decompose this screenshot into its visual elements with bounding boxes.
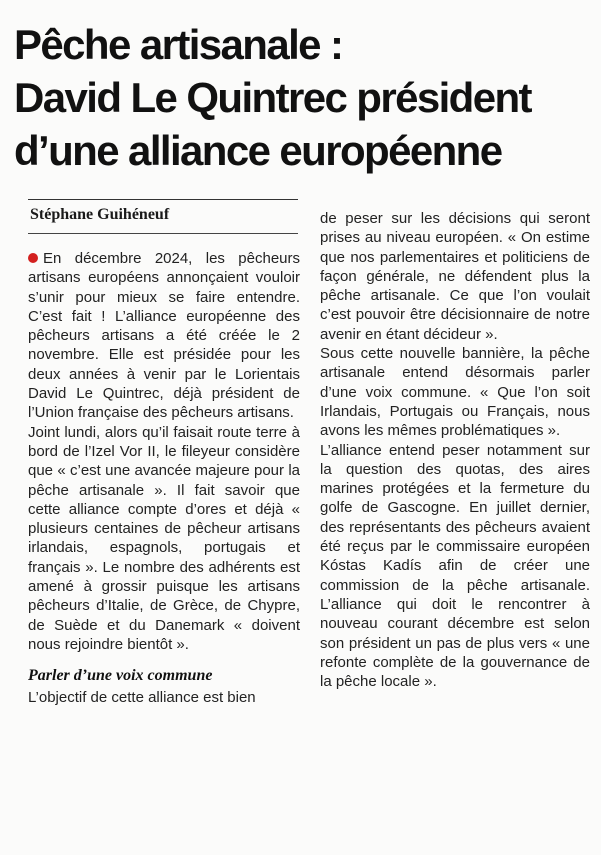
byline-top-rule <box>28 199 298 200</box>
body-paragraph: Joint lundi, alors qu’il faisait route terre à bord de l’Izel Vor II, le fileyeur considère que « c’est une avancée majeure pour la pêche artisanale ». Il fait savoir que cette alliance compte d’ores et déjà « plusieurs centaines de pêcheur artisans irlandais, espagnols, portugais et français ». Le nombre des adhérents est amené à grossir puisque les artisans pêcheurs d’Italie, de Grèce, de Chypre, de Suède et du Danemark « doivent nous rejoindre bientôt ». <box>28 423 300 653</box>
body-paragraph: L’objectif de cette alliance est bien <box>28 689 256 707</box>
section-subheading: Parler d’une voix commune <box>28 667 213 685</box>
headline-line-2: David Le Quintrec président <box>14 74 531 121</box>
bullet-dot-icon <box>28 253 38 263</box>
article-byline: Stéphane Guihéneuf <box>30 206 170 223</box>
article-right-column <box>320 209 590 691</box>
article-headline <box>14 18 594 177</box>
headline-line-3: d’une alliance européenne <box>14 127 502 174</box>
byline-bottom-rule <box>28 233 298 234</box>
article-left-column <box>28 249 300 708</box>
lead-paragraph <box>28 249 300 423</box>
body-paragraph: Sous cette nouvelle bannière, la pêche artisanale entend désormais parler d’une voix commune. « Que l’on soit Irlandais, Portugais ou Français, nous avons les mêmes problématiques ». <box>320 345 590 440</box>
lead-paragraph-text: En décembre 2024, les pêcheurs artisans européens annonçaient vouloir s’unir pour mieux se faire entendre. C’est fait ! L’alliance européenne des pêcheurs artisans a été créée le 2 novembre. Elle est présidée pour les deux années à venir par le Lorientais David Le Quintrec, déjà président de l’Union française des pêcheurs artisans. <box>28 250 300 422</box>
body-paragraph: L’alliance entend peser notamment sur la question des quotas, des aires marines protégées et la fermeture du golfe de Gascogne. En juillet dernier, des représentants des pêcheurs avaient été reçus par le commissaire européen Kóstas Kadís afin de créer une commission de la pêche artisanale. L’alliance qui doit le rencontrer à nouveau courant décembre est selon son président un pas de plus vers « une refonte complète de la gouvernance de la pêche locale ». <box>320 441 590 691</box>
headline-line-1: Pêche artisanale : <box>14 21 343 68</box>
body-paragraph: de peser sur les décisions qui seront prises au niveau européen. « On estime que nos parlementaires et politiciens de façon générale, ne défendent plus la pêche artisanale. Ce que l’on voulait c’est pouvoir être décisionnaire de notre avenir en étant décideur ». <box>320 210 590 343</box>
